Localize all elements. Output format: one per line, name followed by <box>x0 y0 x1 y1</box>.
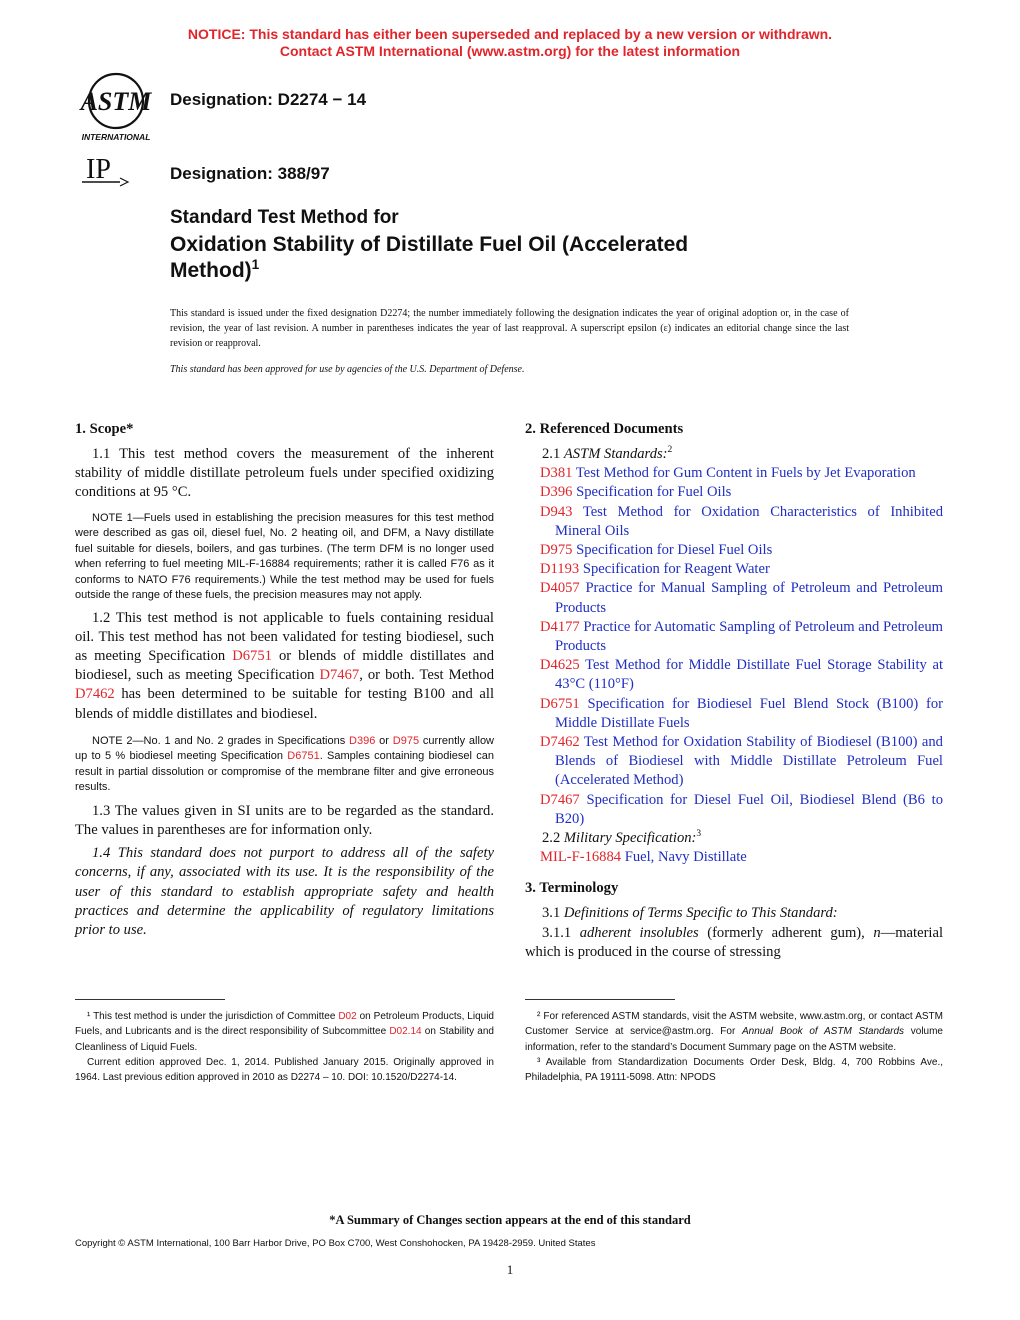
svg-text:IP: IP <box>86 154 111 185</box>
ip-logo-icon <box>80 152 140 188</box>
reference-title[interactable]: Test Method for Gum Content in Fuels by Jet Evaporation <box>575 465 916 482</box>
link-d6751[interactable]: D6751 <box>232 648 272 665</box>
right-footnotes <box>525 1009 943 1085</box>
reference-code[interactable]: D7467 <box>540 791 580 808</box>
note-1: NOTE 1—Fuels used in establishing the precision measures for this test method were described as gas oil, diesel fuel, No. 2 heating oil, and DFM, a Navy distillate fuel suitable for diesels, boilers, and gas turbines. (The term DFM is no longer used when referring to fuel meeting MIL-F-16884 requirements; rather it is called F76 as it conforms to NATO F76 requirements.) While the test method may be used for fuels outside the range of these fuels, the precision measures may not apply. <box>75 511 494 602</box>
dod-approval: This standard has been approved for use by agencies of the U.S. Department of Defense. <box>170 364 525 375</box>
astm-logo-icon <box>72 70 162 144</box>
section-3-heading: 3. Terminology <box>525 880 619 897</box>
footnote-2: ² For referenced ASTM standards, visit the ASTM website, www.astm.org, or contact ASTM Customer Service at service@astm.org. For Annual Book of ASTM Standards volume information, refer to the standard’s Document Summary page on the ASTM website. <box>525 1011 943 1053</box>
link-d7462[interactable]: D7462 <box>75 686 115 703</box>
preamble: This standard is issued under the fixed designation D2274; the number immediately following the designation indicates the year of original adoption or, in the case of revision, the year of last revision. A number in parentheses indicates the year of last reapproval. A superscript epsilon (ε) indicates an editorial change since the last revision or reapproval. <box>170 308 849 349</box>
reference-item[interactable] <box>540 541 943 560</box>
svg-text:INTERNATIONAL: INTERNATIONAL <box>81 132 151 142</box>
reference-item[interactable] <box>540 733 943 791</box>
ip-logo <box>80 152 140 188</box>
reference-title[interactable]: Test Method for Oxidation Characteristics of Inhibited Mineral Oils <box>555 503 944 539</box>
link-d396[interactable]: D396 <box>349 734 376 747</box>
title-line-2: Oxidation Stability of Distillate Fuel Oil (Accelerated <box>170 233 689 256</box>
para-1-4: 1.4 This standard does not purport to address all of the safety concerns, if any, associated with its use. It is the responsibility of the user of this standard to establish appropriate safety and health practices and determine the applicability of regulatory limitations prior to use. <box>75 845 494 939</box>
reference-code[interactable]: D4625 <box>540 657 580 674</box>
reference-code[interactable]: D7462 <box>540 734 580 751</box>
para-1-3: 1.3 The values given in SI units are to be regarded as the standard. The values in parentheses are for information only. <box>75 802 494 839</box>
reference-item[interactable] <box>540 560 943 579</box>
reference-title[interactable]: Test Method for Oxidation Stability of Biodiesel (B100) and Blends of Biodiesel with Middle Distillate Petroleum Fuel (Accelerated Method) <box>555 734 943 789</box>
title-footnote-mark: 1 <box>251 257 260 272</box>
link-d6751-note[interactable]: D6751 <box>287 750 320 763</box>
reference-title[interactable]: Specification for Diesel Fuel Oils <box>576 542 773 559</box>
reference-title[interactable]: Specification for Reagent Water <box>582 561 770 578</box>
summary-of-changes-note: *A Summary of Changes section appears at the end of this standard <box>329 1213 691 1227</box>
reference-item[interactable] <box>540 483 943 502</box>
para-3-1: 3.1 Definitions of Terms Specific to This Standard: <box>542 905 838 922</box>
reference-code[interactable]: D1193 <box>540 561 580 578</box>
reference-title[interactable]: Test Method for Middle Distillate Fuel Storage Stability at 43°C (110°F) <box>555 657 943 693</box>
reference-item[interactable] <box>540 656 943 694</box>
designation-ip: Designation: 388/97 <box>170 164 330 183</box>
military-spec-ref[interactable]: MIL-F-16884 Fuel, Navy Distillate <box>540 849 747 866</box>
footnote-1-edition: Current edition approved Dec. 1, 2014. Published January 2015. Originally approved in 1964. Last previous edition approved in 2010 as D2274 – 10. DOI: 10.1520/D2274-14. <box>75 1056 494 1084</box>
reference-code[interactable]: D4057 <box>540 580 580 597</box>
reference-code[interactable]: D943 <box>540 503 573 520</box>
left-column <box>75 420 494 940</box>
reference-title[interactable]: Specification for Fuel Oils <box>576 484 732 501</box>
svg-text:ASTM: ASTM <box>80 87 152 116</box>
reference-title[interactable]: Specification for Biodiesel Fuel Blend Stock (B100) for Middle Distillate Fuels <box>555 695 943 731</box>
reference-item[interactable] <box>540 791 943 829</box>
right-column <box>525 420 943 962</box>
page-number: 1 <box>506 1262 514 1277</box>
para-1-1: 1.1 This test method covers the measurement of the inherent stability of middle distillate petroleum fuels under specified oxidizing conditions at 95 °C. <box>75 446 494 501</box>
reference-code[interactable]: D381 <box>540 465 573 482</box>
subsection-2-1: 2.1 ASTM Standards:$^2$ <box>542 445 673 462</box>
notice-line-1: NOTICE: This standard has either been superseded and replaced by a new version or withdrawn. <box>187 26 833 42</box>
footnote-rule-right <box>525 999 675 1000</box>
footnote-1: ¹ This test method is under the jurisdiction of Committee D02 on Petroleum Products, Liquid Fuels, and Lubricants and is the direct responsibility of Subcommittee D02.14 on Stability and Cleanliness of Liquid Fuels. <box>75 1011 494 1053</box>
reference-title[interactable]: Practice for Manual Sampling of Petroleum and Petroleum Products <box>555 580 943 616</box>
reference-code[interactable]: D6751 <box>540 695 580 712</box>
link-d7467[interactable]: D7467 <box>319 667 360 684</box>
section-2-heading: 2. Referenced Documents <box>525 421 684 437</box>
reference-code[interactable]: D975 <box>540 542 573 559</box>
footnote-3: ³ Available from Standardization Documents Order Desk, Bldg. 4, 700 Robbins Ave., Philadelphia, PA 19111-5098. Attn: NPODS <box>525 1056 943 1084</box>
copyright-line: Copyright © ASTM International, 100 Barr Harbor Drive, PO Box C700, West Conshohocken, PA 19428-2959. United States <box>75 1238 596 1249</box>
section-1-heading: 1. Scope* <box>75 421 134 437</box>
para-1-2: 1.2 This test method is not applicable to fuels containing residual oil. This test method has not been validated for testing biodiesel, such as meeting Specification D6751 or blends of middle distillates and biodiesel, such as meeting Specification D7467, or both. Test Method D7462 has been determined to be suitable for testing B100 and all blends of middle distillates and biodiesel. <box>75 609 494 722</box>
notice-line-2: Contact ASTM International (www.astm.org) for the latest information <box>279 43 741 59</box>
reference-code[interactable]: D396 <box>540 484 573 501</box>
title-line-1: Standard Test Method for <box>170 207 399 228</box>
reference-title[interactable]: Practice for Automatic Sampling of Petroleum and Petroleum Products <box>555 618 943 655</box>
title-line-3: Method) <box>170 259 252 282</box>
link-d975[interactable]: D975 <box>392 734 420 747</box>
footnote-rule-left <box>75 999 225 1000</box>
link-d0214[interactable]: D02.14 <box>389 1026 422 1038</box>
document-title <box>170 232 790 284</box>
reference-item[interactable] <box>540 503 943 541</box>
withdrawal-notice <box>0 26 1020 60</box>
designation-astm: Designation: D2274 − 14 <box>170 90 367 109</box>
referenced-standards-list <box>525 464 943 829</box>
note-2: NOTE 2—No. 1 and No. 2 grades in Specifications D396 or D975 currently allow up to 5 % biodiesel meeting Specification D6751. Samples containing biodiesel can result in partial dissolution or compromise of the membrane filter and give erroneous results. <box>75 734 495 794</box>
para-3-1-1: 3.1.1 adherent insolubles (formerly adherent gum), n—material which is produced in the course of stressing <box>525 924 944 960</box>
left-footnotes <box>75 1009 494 1085</box>
reference-item[interactable] <box>540 695 943 733</box>
reference-title[interactable]: Specification for Diesel Fuel Oil, Biodiesel Blend (B6 to B20) <box>555 791 944 827</box>
reference-item[interactable] <box>540 579 943 617</box>
reference-item[interactable] <box>540 618 943 656</box>
astm-logo <box>72 70 162 144</box>
reference-code[interactable]: D4177 <box>540 618 580 635</box>
link-d02[interactable]: D02 <box>338 1011 357 1022</box>
reference-item[interactable] <box>540 464 943 483</box>
subsection-2-2: 2.2 Military Specification:$^3$ <box>542 829 702 847</box>
